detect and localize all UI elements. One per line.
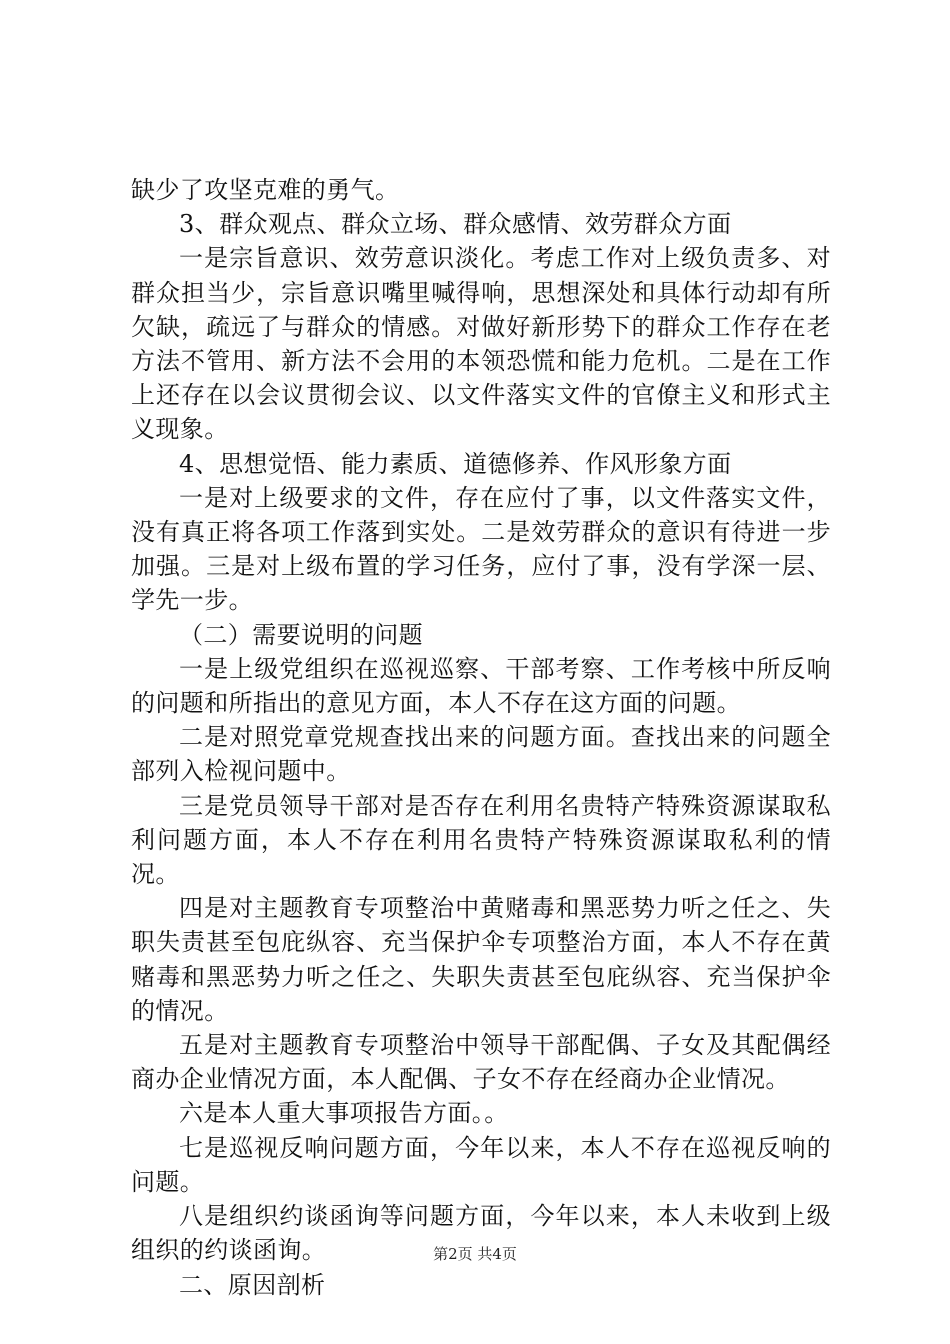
paragraph: 六是本人重大事项报告方面。。 [179,1099,509,1128]
section-heading: 4、思想觉悟、能力素质、道德修养、作风形象方面 [179,449,732,478]
paragraph: 缺少了攻坚克难的勇气。 [131,176,400,204]
paragraph: 五是对主题教育专项整治中领导干部配偶、子女及其配偶经商办企业情况方面，本人配偶、子女不存在经商办企业情况。 [131,1031,831,1094]
paragraph: 二是对照党章党规查找出来的问题方面。查找出来的问题全部列入检视问题中。 [131,723,831,786]
paragraph: 八是组织约谈函询等问题方面，今年以来，本人未收到上级组织的约谈函询。 [131,1202,831,1265]
page-number-footer: 第2页 共4页 [433,1245,517,1263]
paragraph: 三是党员领导干部对是否存在利用名贵特产特殊资源谋取私利问题方面，本人不存在利用名贵特产特殊资源谋取私利的情况。 [131,791,831,889]
paragraph: 一是上级党组织在巡视巡察、干部考察、工作考核中所反响的问题和所指出的意见方面，本人不存在这方面的问题。 [131,654,831,718]
section-heading: 3、群众观点、群众立场、群众感情、效劳群众方面 [179,210,732,239]
section-heading: （二）需要说明的问题 [179,620,423,649]
document-body [131,173,831,1302]
paragraph: 一是对上级要求的文件，存在应付了事，以文件落实文件，没有真正将各项工作落到实处。二是效劳群众的意识有待进一步加强。三是对上级布置的学习任务，应付了事，没有学深一层、学先一步。 [131,483,831,615]
paragraph: 一是宗旨意识、效劳意识淡化。考虑工作对上级负责多、对群众担当少，宗旨意识嘴里喊得响，思想深处和具体行动却有所欠缺，疏远了与群众的情感。对做好新形势下的群众工作存在老方法不管用、新方法不会用的本领恐慌和能力危机。二是在工作上还存在以会议贯彻会议、以文件落实文件的官僚主义和形式主义现象。 [131,244,831,444]
paragraph: 四是对主题教育专项整治中黄赌毒和黑恶势力听之任之、失职失责甚至包庇纵容、充当保护伞专项整治方面，本人不存在黄赌毒和黑恶势力听之任之、失职失责甚至包庇纵容、充当保护伞的情况。 [131,894,831,1025]
section-heading: 二、原因剖析 [179,1270,326,1299]
paragraph: 七是巡视反响问题方面，今年以来，本人不存在巡视反响的问题。 [131,1133,831,1196]
